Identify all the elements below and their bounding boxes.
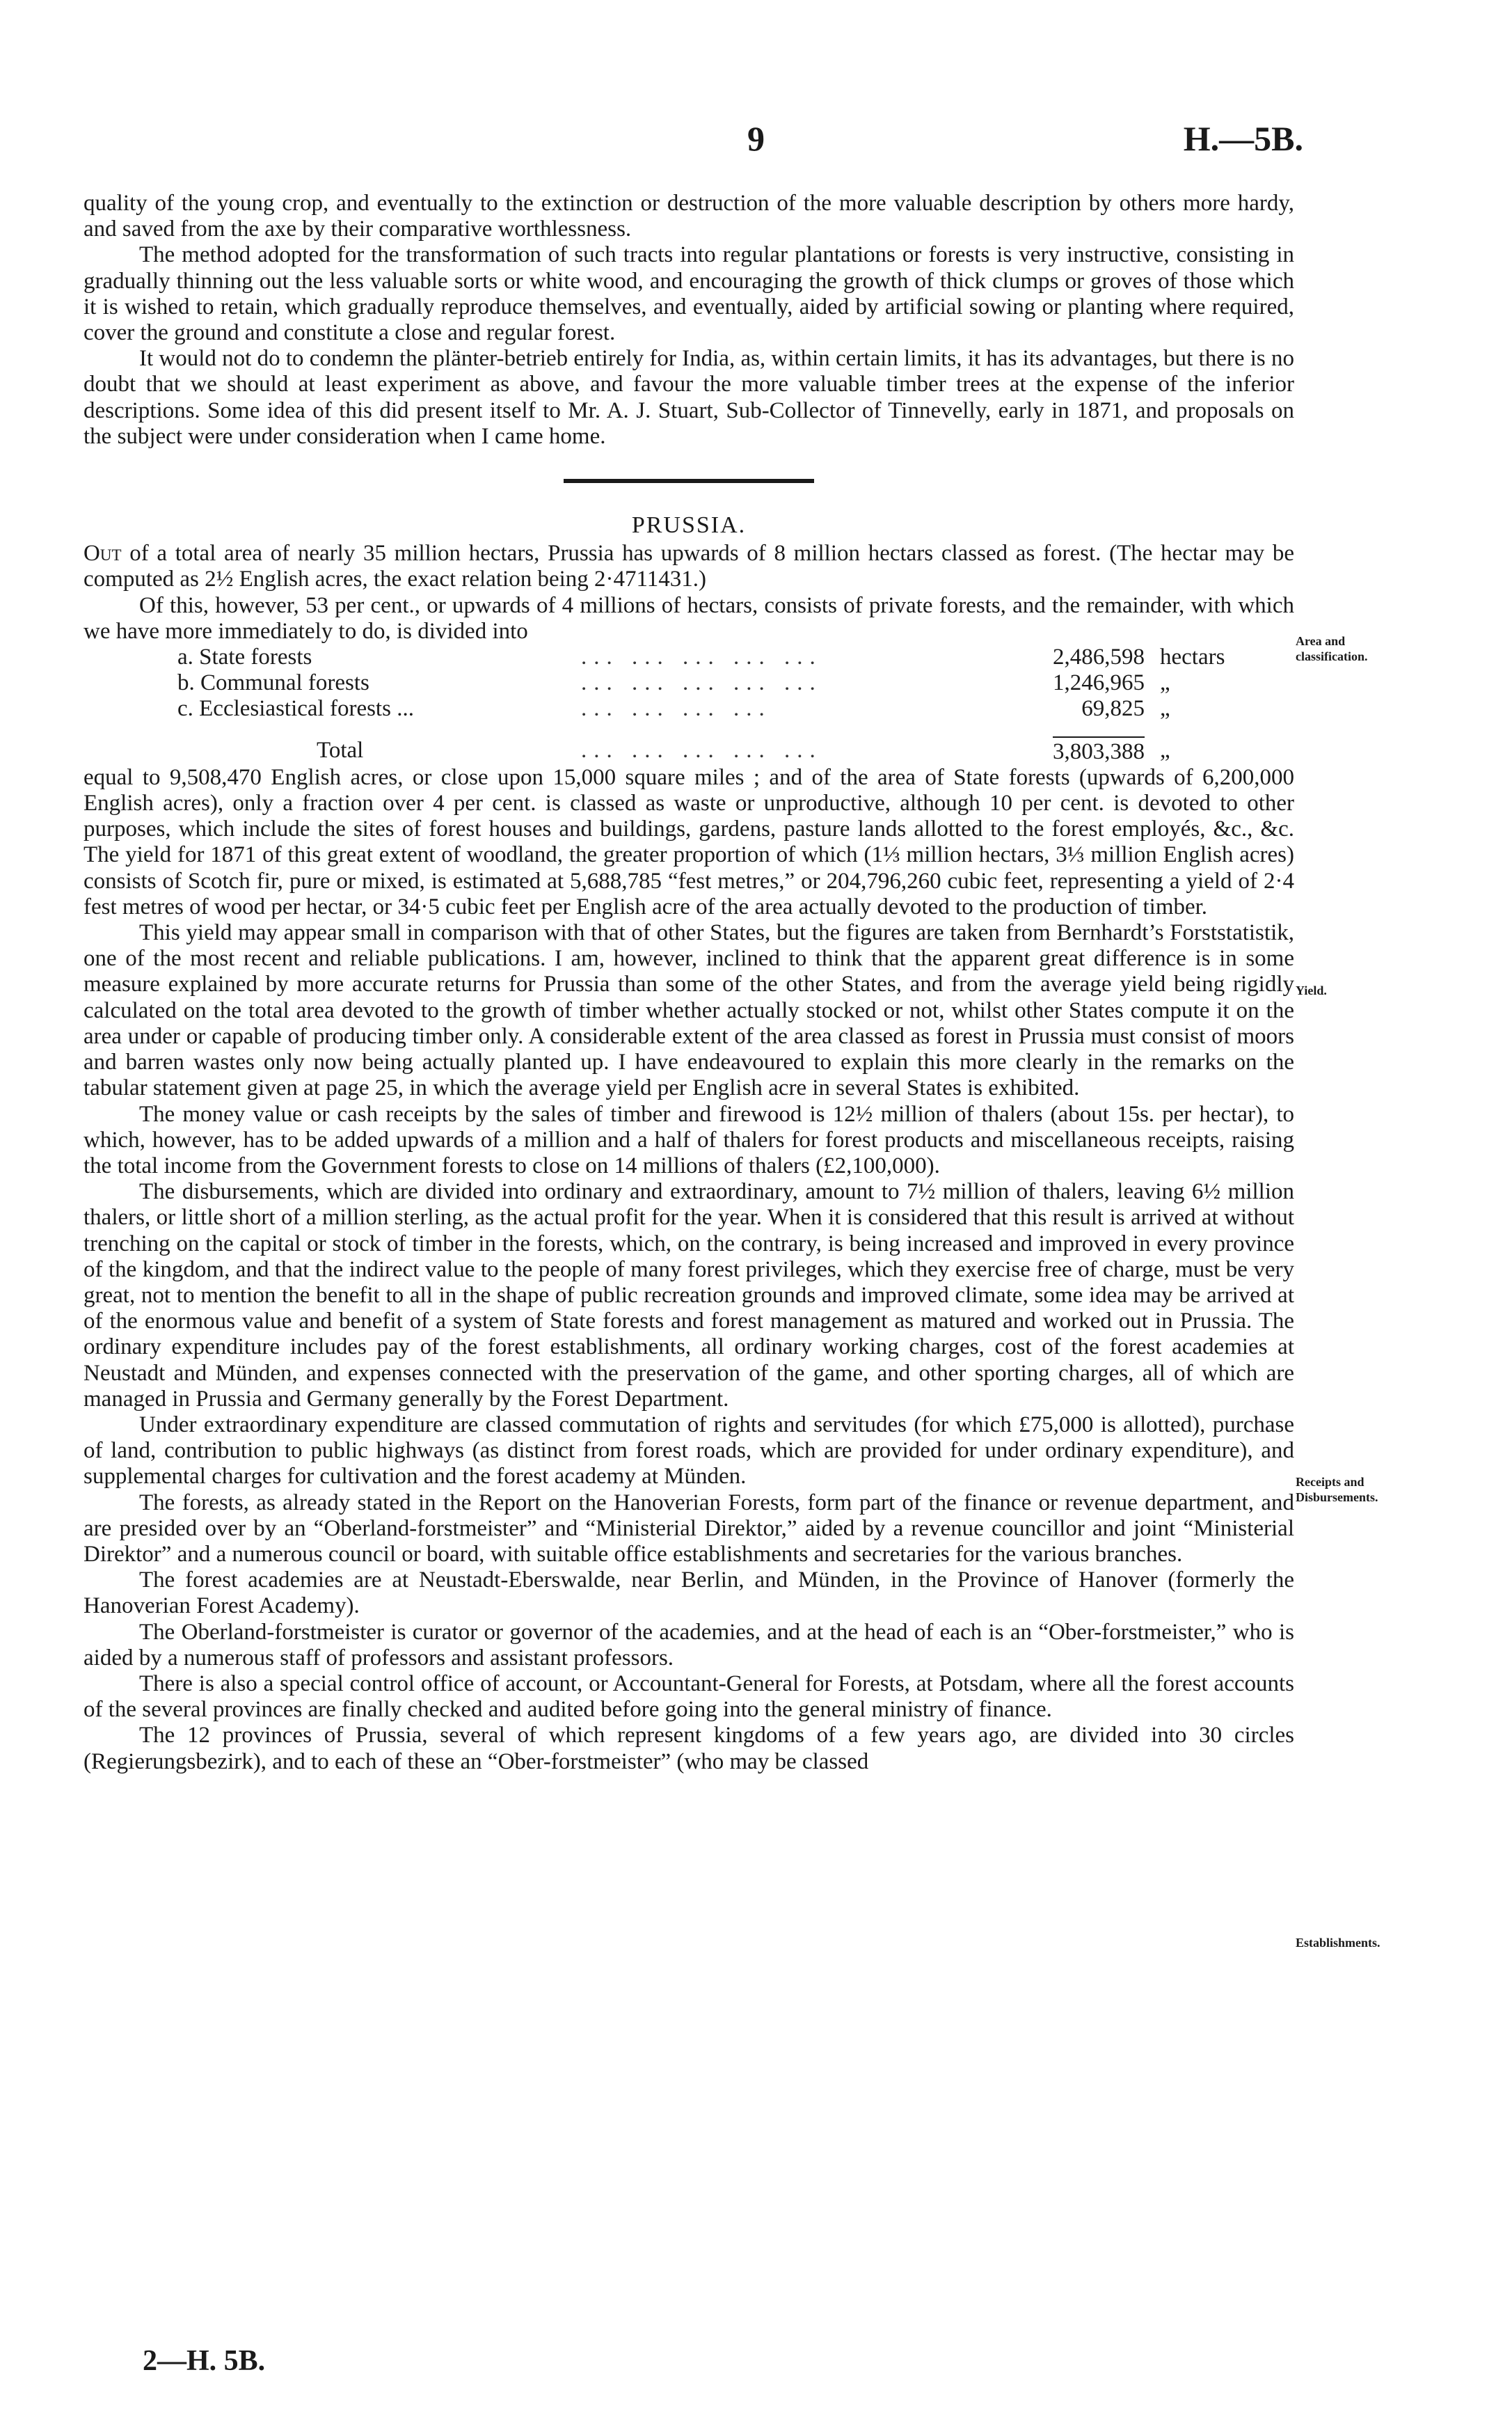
prussia-paragraph-9: The forest academies are at Neustadt-Eberswalde, near Berlin, and Münden, in the Province of Hanover (formerly the Hanoverian Forest Academy). [83,1567,1294,1619]
table-total-row [177,722,1225,765]
intro-paragraph-2: The method adopted for the transformation of such tracts into regular plantations or forests is very instructive, consisting in gradually thinning out the less valuable sorts or white wood, and encouraging the growth of thick clumps or groves of those which it is wished to retain, which gradually reproduce themselves, and eventually, aided by artificial sowing or planting where required, cover the ground and constitute a close and regular forest. [83,242,1294,346]
margin-note-establishments: Establishments. [1296,1936,1380,1950]
table-row [177,696,1225,722]
intro-paragraph-1: quality of the young crop, and eventually to the extinction or destruction of the more valuable description by others more hardy, and saved from the axe by their comparative worthlessness. [83,191,1294,242]
page-number: 9 [747,119,765,158]
row-label: b. Communal forests [177,670,369,696]
row-unit: hectars [1160,645,1225,670]
prussia-paragraph-8: The forests, as already stated in the Report on the Hanoverian Forests, form part of the finance or revenue department, and are presided over by an “Oberland-forstmeister” and “Ministerial Direktor,” aided by a revenue councillor and joint “Ministerial Direktor” and a numerous council or board, with suitable office establishments and secretaries for the various branches. [83,1490,1294,1567]
prussia-paragraph-2: Of this, however, 53 per cent., or upwards of 4 millions of hectars, consists of private forests, and the remainder, with which we have more immediately to do, is divided into [83,592,1294,644]
row-value: 2,486,598 [1053,645,1145,670]
row-unit: „ [1160,696,1170,722]
footer-signature: 2—H. 5B. [143,2345,266,2377]
intro-paragraph-3: It would not do to condemn the plänter-betrieb entirely for India, as, within certain limits, it has its advantages, but there is no doubt that we should at least experiment as above, and favour the more valuable timber trees at the expense of the inferior descriptions. Some idea of this did present itself to Mr. A. J. Stuart, Sub-Collector of Tinnevelly, early in 1871, and proposals on the subject were under consideration when I came home. [83,346,1294,449]
leader-dots: ... ... ... ... ... [581,670,822,696]
margin-note-yield: Yield. [1296,984,1327,997]
leader-dots: ... ... ... ... ... [581,645,822,670]
margin-note-receipts: Receipts and Disbursements. [1296,1475,1378,1504]
total-value-text: 3,803,388 [1053,736,1145,765]
row-value: 1,246,965 [1053,670,1145,696]
prussia-paragraph-5: The money value or cash receipts by the sales of timber and firewood is 12½ million of thalers (about 15s. per hectar), to which, however, has to be added upwards of a million and a half of thalers for forest products and miscellaneous receipts, raising the total income from the Government forests to close on 14 millions of thalers (£2,100,000). [83,1101,1294,1178]
prussia-paragraph-6: The disbursements, which are divided into ordinary and extraordinary, amount to 7½ million of thalers, leaving 6½ million thalers, or little short of a million sterling, as the actual profit for the year. When it is considered that this result is arrived at without trenching on the capital or stock of timber in the forests, which, on the contrary, is being increased and improved in every province of the kingdom, and that the indirect value to the people of many forest privileges, which they exercise free of charge, must be very great, not to mention the benefit to all in the shape of public recreation grounds and improved climate, some idea may be arrived at of the enormous value and benefit of a system of State forests and forest management as matured and worked out in Prussia. The ordinary expenditure includes pay of the forest establishments, all ordinary working charges, cost of the forest academies at Neustadt and Münden, and expenses connected with the preservation of the game, and other sporting charges, all of which are managed in Prussia and Germany generally by the Forest Department. [83,1179,1294,1412]
total-unit: „ [1160,737,1170,763]
prussia-paragraph-7: Under extraordinary expenditure are classed commutation of rights and servitudes (for which £75,000 is allotted), purchase of land, contribution to public highways (as distinct from forest roads, which are provided for under ordinary expenditure), and supplemental charges for cultivation and the forest academy at Münden. [83,1412,1294,1490]
prussia-paragraph-3: equal to 9,508,470 English acres, or close upon 15,000 square miles ; and of the area of State forests (upwards of 6,200,000 English acres), only a fraction over 4 per cent. is classed as waste or unproductive, although 10 per cent. is devoted to other purposes, which include the sites of forest houses and buildings, gardens, pasture lands allotted to the forest employés, &c., &c. The yield for 1871 of this great extent of woodland, the greater proportion of which (1⅓ million hectars, 3⅓ million English acres) consists of Scotch fir, pure or mixed, is estimated at 5,688,785 “fest metres,” or 204,796,260 cubic feet, representing a yield of 2·4 fest metres of wood per hectar, or 34·5 cubic feet per English acre of the area actually devoted to the production of timber. [83,764,1294,919]
prussia-paragraph-4: This yield may appear small in comparison with that of other States, but the figures are taken from Bernhardt’s Forststatistik, one of the most recent and reliable publications. I am, however, inclined to think that the apparent great difference is in some measure explained by more accurate returns for Prussia than some of the other States, and from the average yield being rigidly calculated on the total area devoted to the growth of timber whether actually stocked or not, whilst other States compute it on the area under or capable of producing timber only. A considerable extent of the area classed as forest in Prussia must consist of moors and barren wastes only now being actually planted up. I have endeavoured to explain this more clearly in the remarks on the tabular statement given at page 25, in which the average yield per English acre in several States is exhibited. [83,920,1294,1101]
paragraph-text: of a total area of nearly 35 million hectars, Prussia has upwards of 8 million hectars classed as forest. (The hectar may be computed as 2½ English acres, the exact relation being 2·4711431.) [83,541,1294,592]
drop-word: Out [83,541,122,567]
total-label: Total [317,737,364,763]
row-label: c. Ecclesiastical forests ... [177,696,414,722]
prussia-paragraph-12: The 12 provinces of Prussia, several of which represent kingdoms of a few years ago, are divided into 30 circles (Regierungsbezirk), and to each of these an “Ober-forstmeister” (who may be classed [83,1723,1294,1774]
total-value [1012,722,1145,765]
prussia-paragraph-11: There is also a special control office of account, or Accountant-General for Forests, at Potsdam, where all the forest accounts of the several provinces are finally checked and audited before going into the general ministry of finance. [83,1670,1294,1723]
row-unit: „ [1160,670,1170,696]
row-value: 69,825 [1081,696,1145,722]
prussia-paragraph-1 [83,541,1294,592]
table-row [177,670,1225,696]
leader-dots: ... ... ... ... ... [581,737,822,763]
row-label: a. State forests [177,645,312,670]
forest-area-table [177,645,1225,765]
prussia-paragraph-10: The Oberland-forstmeister is curator or governor of the academies, and at the head of each is an “Ober-forstmeister,” who is aided by a numerous staff of professors and assistant professors. [83,1619,1294,1670]
document-id: H.—5B. [1183,119,1303,158]
section-heading: PRUSSIA. [631,512,747,539]
margin-note-area: Area and classification. [1296,634,1368,663]
leader-dots: ... ... ... ... [581,696,772,722]
table-row [177,645,1225,670]
body-text [83,191,1294,1775]
section-divider [564,479,814,483]
